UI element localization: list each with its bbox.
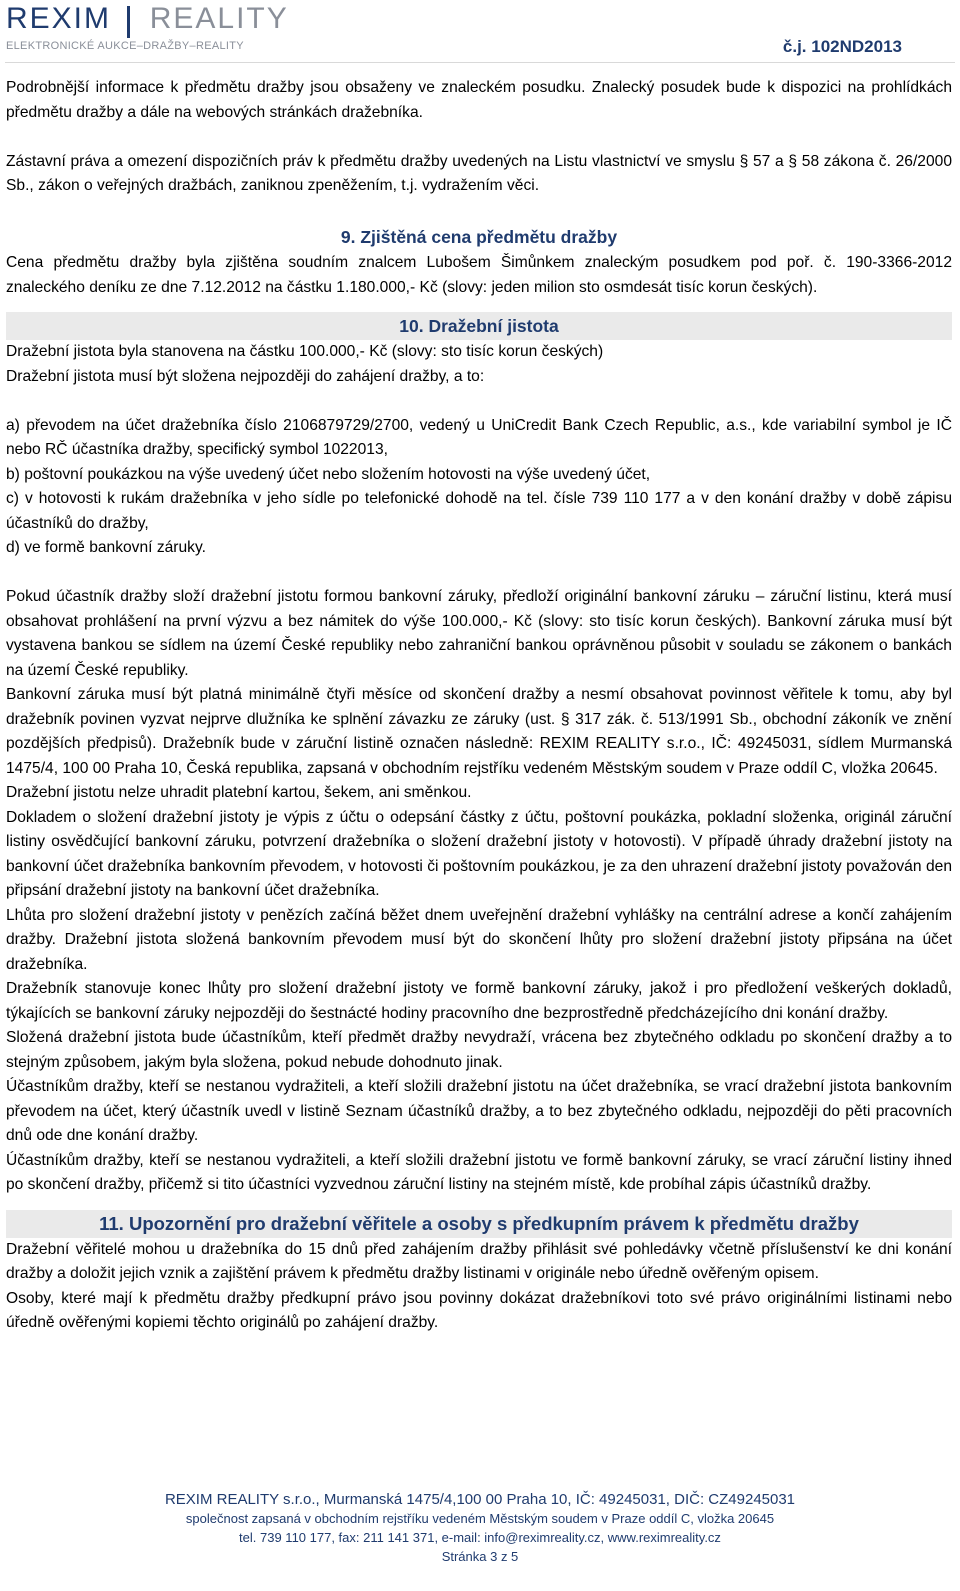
footer-registry-line: společnost zapsaná v obchodním rejstříku vedeném Městským soudem v Praze oddíl C, vložka 20645 xyxy=(185,1511,775,1526)
section-10-paragraph-8: Dražebník stanovuje konec lhůty pro složení dražební jistoty ve formě bankovní záruky, jakož i pro předložení veškerých dokladů, týkajících se bankovní záruky nejpozději do šestnácté hodiny pracovního dne bezprostředně předcházejícího dni konání dražby. xyxy=(6,980,952,1022)
section-10-paragraph-2: Dražební jistota musí být složena nejpozději do zahájení dražby, a to: xyxy=(6,367,485,385)
header-divider xyxy=(5,62,955,63)
section-11-paragraph-2: Osoby, které mají k předmětu dražby předkupní právo jsou povinny dokázat dražebníkovi toto své právo originálními listinami nebo úředně ověřenými kopiemi těchto originálů po zahájení dražby. xyxy=(6,1289,952,1331)
section-10-paragraph-9: Složená dražební jistota bude účastníkům, kteří předmět dražby nevydraží, vrácena bez zbytečného odkladu po skončení dražby a to stejným způsobem, jakým byla složena, pokud nebude dohodnuto jinak. xyxy=(6,1029,952,1071)
section-10-paragraph-1: Dražební jistota byla stanovena na částku 100.000,- Kč (slovy: sto tisíc korun českých) xyxy=(6,343,604,360)
section-10-heading: 10. Dražební jistota xyxy=(6,312,952,340)
document-body xyxy=(6,76,952,1336)
footer-contact-line: tel. 739 110 177, fax: 211 141 371, e-mail: info@reximreality.cz, www.reximreality.cz xyxy=(239,1530,721,1545)
section-10-paragraph-3: Pokud účastník dražby složí dražební jistotu formou bankovní záruky, předloží originální bankovní záruku – záruční listinu, která musí obsahovat prohlášení na první výzvu a bez námitek do výše 100.000,- Kč (slovy: sto tisíc korun českých). Bankovní záruka musí být vystavena bankou se sídlem na území České republiky nebo zahraniční bankou oprávněnou působit v souladu se zákonem o bankách na území České republiky. xyxy=(6,588,952,679)
section-10-paragraph-6: Dokladem o složení dražební jistoty je výpis z účtu o odepsání částky z účtu, poštovní poukázka, pokladní složenka, originál záruční listiny osvědčující bankovní záruku, potvrzení dražebníka o složení dražební jistoty v hotovosti). V případě úhrady dražební jistoty na bankovní účet dražebníka bankovním převodem, v hotovosti či poštovním poukázkou, je za den uhrazení dražební jistoty považován den připsání dražební jistoty na bankovní účet dražebníka. xyxy=(6,808,952,899)
logo-left: REXIM xyxy=(6,2,112,35)
section-10-item-d: d) ve formě bankovní záruky. xyxy=(6,539,206,556)
footer-company-line: REXIM REALITY s.r.o., Murmanská 1475/4,100 00 Praha 10, IČ: 49245031, DIČ: CZ49245031 xyxy=(164,1491,796,1508)
section-11-paragraph-1: Dražební věřitelé mohou u dražebníka do 15 dnů před zahájením dražby přihlásit své pohledávky včetně příslušenství ke dni konání dražby a doložit jejich vznik a zajištění právem k předmětu dražby listinami v originále nebo úředně ověřeným opisem. xyxy=(6,1240,952,1282)
intro-paragraph-2: Zástavní práva a omezení dispozičních práv k předmětu dražby uvedených na Listu vlastnictví ve smyslu § 57 a § 58 zákona č. 26/2000 Sb., zákon o veřejných dražbách, zaniknou zpeněžením, t.j. vydražením věci. xyxy=(6,152,952,194)
intro-paragraph-1: Podrobnější informace k předmětu dražby jsou obsaženy ve znaleckém posudku. Znalecký posudek bude k dispozici na prohlídkách předmětu dražby a dále na webových stránkách dražebníka. xyxy=(6,79,952,121)
logo-wordmark xyxy=(6,2,289,36)
section-11-heading: 11. Upozornění pro dražební věřitele a osoby s předkupním právem k předmětu dražby xyxy=(6,1210,952,1238)
logo-right: REALITY xyxy=(149,2,289,35)
logo-divider xyxy=(127,6,130,38)
section-10-paragraph-7: Lhůta pro složení dražební jistoty v penězích začíná běžet dnem uveřejnění dražební vyhlášky na centrální adrese a končí zahájením dražby. Dražební jistota složená bankovním převodem musí být do skončení lhůty pro složení dražební jistoty připsána na účet dražebníka. xyxy=(6,906,952,973)
section-10-paragraph-10: Účastníkům dražby, kteří se nestanou vydražiteli, a kteří složili dražební jistotu na účet dražebníka, se vrací dražební jistota bankovním převodem na účet, který účastník uvedl v listině Seznam účastníků dražby, a to bez zbytečného odkladu, nejpozději do pěti pracovních dnů ode dne konání dražby. xyxy=(6,1078,952,1144)
section-10-paragraph-11: Účastníkům dražby, kteří se nestanou vydražiteli, a kteří složili dražební jistotu ve formě bankovní záruky, se vrací záruční listiny ihned po skončení dražby, přičemž si tito účastníci vyzvednou záruční listiny na stejném místě, kde probíhal zápis účastníků dražby. xyxy=(6,1151,952,1193)
page-number: Stránka 3 z 5 xyxy=(441,1549,519,1564)
section-10-item-a: a) převodem na účet dražebníka číslo 2106879729/2700, vedený u UniCredit Bank Czech Republic, a.s., kde variabilní symbol je IČ nebo RČ účastníka dražby, specifický symbol 1022013, xyxy=(6,416,952,458)
page-footer xyxy=(0,1490,960,1566)
case-number: č.j. 102ND2013 xyxy=(782,37,902,56)
section-9-text: Cena předmětu dražby byla zjištěna soudním znalcem Lubošem Šimůnkem znaleckým posudkem pod poř. č. 190-3366-2012 znaleckého deníku ze dne 7.12.2012 na částku 1.180.000,- Kč (slovy: jeden milion sto osmdesát tisíc korun českých). xyxy=(6,254,952,296)
section-10-paragraph-5: Dražební jistotu nelze uhradit platební kartou, šekem, ani směnkou. xyxy=(6,784,472,801)
section-10-paragraph-4: Bankovní záruka musí být platná minimálně čtyři měsíce od skončení dražby a nesmí obsahovat povinnost věřitele k tomu, aby byl dražebník povinen vyzvat nejprve dlužníka ke splnění závazku ze záruky (ust. § 317 zák. č. 513/1991 Sb., obchodní zákoník ve znění pozdějších předpisů). Dražebník bude v záruční listině označen následně: REXIM REALITY s.r.o., IČ: 49245031, sídlem Murmanská 1475/4, 100 00 Praha 10, Česká republika, zapsaná v obchodním rejstříku vedeném Městským soudem v Praze oddíl C, vložka 20645. xyxy=(6,686,952,777)
section-9-heading: 9. Zjištěná cena předmětu dražby xyxy=(6,223,952,251)
logo-tagline: ELEKTRONICKÉ AUKCE–DRAŽBY–REALITY xyxy=(6,40,244,52)
section-10-item-b: b) poštovní poukázkou na výše uvedený účet nebo složením hotovosti na výše uvedený účet, xyxy=(6,465,651,483)
rexim-reality-logo xyxy=(6,2,289,58)
section-10-item-c: c) v hotovosti k rukám dražebníka v jeho sídle po telefonické dohodě na tel. čísle 739 110 177 a v den konání dražby v době zápisu účastníků do dražby, xyxy=(6,490,952,532)
